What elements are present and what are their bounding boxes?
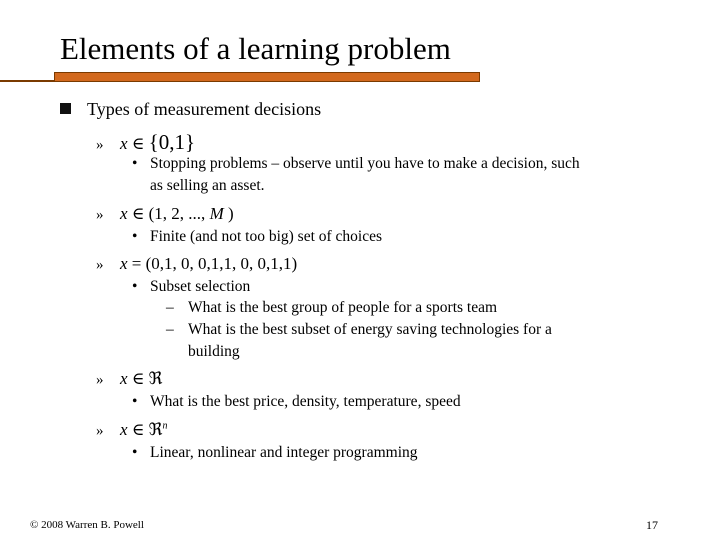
bullet-real-n: • Linear, nonlinear and integer programming	[132, 444, 418, 461]
dash-bullet-icon: –	[166, 299, 174, 316]
bullet-stopping-cont: as selling an asset.	[150, 177, 265, 194]
bullet-finite: • Finite (and not too big) set of choices	[132, 228, 383, 245]
math-expression: x ∈ ℜ	[120, 369, 163, 388]
main-bullet	[60, 98, 321, 120]
dot-bullet-icon: •	[132, 228, 138, 245]
dot-bullet-icon: •	[132, 444, 138, 461]
subbullet-energy-cont: building	[188, 343, 240, 360]
page-number: 17	[646, 518, 658, 532]
math-expression: x ∈ {0,1}	[120, 130, 196, 154]
math-expression: x ∈ ℜ$^n$	[120, 420, 168, 439]
chevron-marker-icon: »	[96, 257, 104, 273]
footer-copyright: © 2008 Warren B. Powell	[30, 519, 144, 531]
decision-real	[96, 369, 162, 389]
bullet-subset: • Subset selection	[132, 278, 251, 295]
square-bullet-icon	[60, 103, 71, 114]
title-accent-bar	[54, 72, 480, 82]
decision-real-n	[96, 420, 167, 440]
chevron-marker-icon: »	[96, 372, 104, 388]
dash-bullet-icon: –	[166, 321, 174, 338]
subbullet-energy: – What is the best subset of energy saving technologies for a	[166, 321, 552, 338]
chevron-marker-icon: »	[96, 423, 104, 439]
main-bullet-text: Types of measurement decisions	[87, 99, 322, 119]
subbullet-sports: – What is the best group of people for a sports team	[166, 299, 498, 316]
bullet-stopping: • Stopping problems – observe until you have to make a decision, such	[132, 155, 580, 172]
chevron-marker-icon: »	[96, 137, 104, 153]
dot-bullet-icon: •	[132, 393, 138, 410]
bullet-real: • What is the best price, density, temperature, speed	[132, 393, 461, 410]
math-expression: x = (0,1, 0, 0,1,1, 0, 0,1,1)	[120, 254, 298, 273]
decision-subset	[96, 254, 297, 274]
math-expression: x ∈ (1, 2, ..., M )	[120, 204, 234, 223]
chevron-marker-icon: »	[96, 207, 104, 223]
decision-binary	[96, 130, 195, 155]
dot-bullet-icon: •	[132, 155, 138, 172]
decision-finite	[96, 204, 234, 224]
dot-bullet-icon: •	[132, 278, 138, 295]
slide-title: Elements of a learning problem	[60, 31, 451, 66]
